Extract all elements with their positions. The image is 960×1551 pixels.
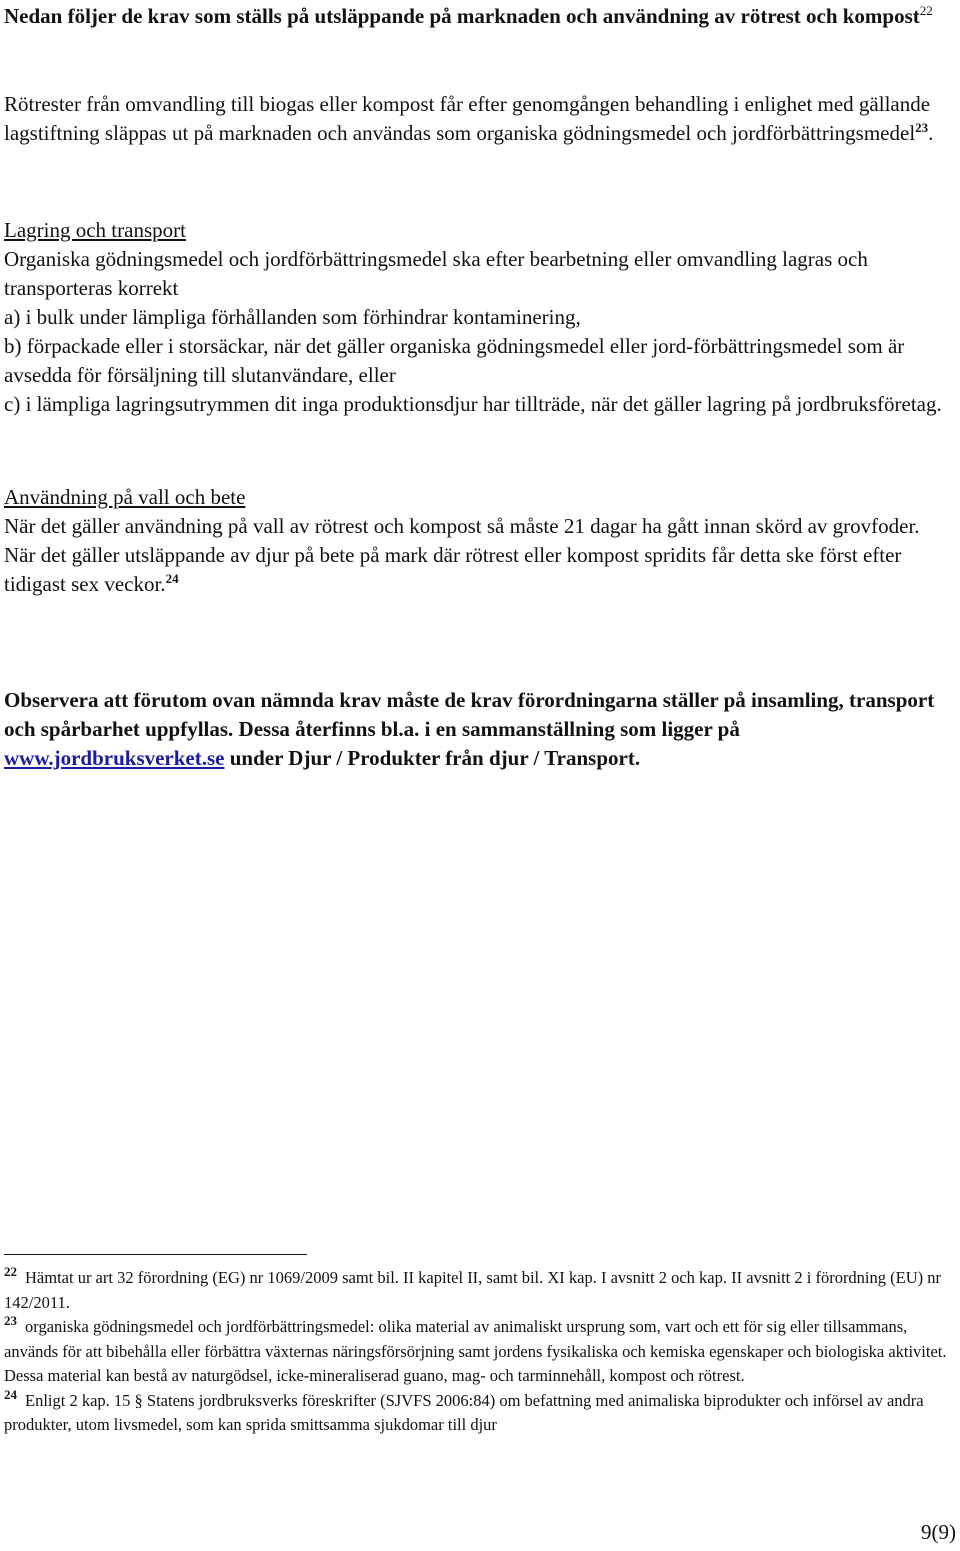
section-heading xyxy=(4,2,954,31)
storage-item-a: a) i bulk under lämpliga förhållanden som förhindrar kontaminering, xyxy=(4,305,581,329)
observation-note xyxy=(4,686,954,773)
note-text-after: under Djur / Produkter från djur / Transport. xyxy=(224,746,641,770)
usage-text-block xyxy=(4,512,954,599)
page-number: 9(9) xyxy=(921,1520,956,1544)
footnotes xyxy=(4,1266,948,1438)
usage-text: När det gäller användning på vall av rötrest och kompost så måste 21 dagar ha gått innan skörd av grovfoder. När det gäller utsläppande av djur på bete på mark där rötrest eller kompost spridits får detta ske först efter tidigast sex veckor. xyxy=(4,514,920,596)
storage-title: Lagring och transport xyxy=(4,218,186,242)
jordbruksverket-link[interactable]: www.jordbruksverket.se xyxy=(4,746,225,770)
storage-line: Organiska gödningsmedel och jordförbättringsmedel ska efter bearbetning eller omvandling lagras och transporteras korrekt xyxy=(4,247,868,300)
footnote-23 xyxy=(4,1315,948,1389)
intro-text: Rötrester från omvandling till biogas eller kompost får efter genomgången behandling i enlighet med gällande lagstiftning släppas ut på marknaden och användas som organiska gödningsmedel och jordförbättringsmedel xyxy=(4,92,931,145)
footnote-ref-24[interactable]: 24 xyxy=(165,571,179,586)
footnote-24 xyxy=(4,1386,948,1438)
footnote-number: 24 xyxy=(4,1386,17,1402)
storage-item-b: b) förpackade eller i storsäckar, när det gäller organiska gödningsmedel eller jord-förbättringsmedel som är avsedda för försäljning till slutanvändare, eller xyxy=(4,334,905,387)
intro-trailing: . xyxy=(928,121,934,145)
footnote-separator xyxy=(4,1254,307,1255)
footnote-text: Enligt 2 kap. 15 § Statens jordbruksverks föreskrifter (SJVFS 2006:84) om befattning med animaliska biprodukter och införsel av andra produkter, utom livsmedel, som kan sprida smittsamma sjukdomar till djur xyxy=(4,1390,924,1434)
footnote-ref-22[interactable]: 22 xyxy=(919,3,933,18)
intro-paragraph xyxy=(4,90,954,148)
storage-item-c: c) i lämpliga lagringsutrymmen dit inga produktionsdjur har tillträde, när det gäller lagring på jordbruksföretag. xyxy=(4,392,942,416)
footnote-ref-23[interactable]: 23 xyxy=(915,120,929,135)
footnote-text: organiska gödningsmedel och jordförbättringsmedel: olika material av animaliskt ursprung som, vart och ett för sig eller tillsammans, används för att bibehålla eller förbättra växternas näringsförsörjning samt jordens fysikaliska och kemiska egenskaper och biologiska aktivitet. Dessa material kan bestå av naturgödsel, icke-mineraliserad guano, mag- och tarminnehåll, kompost och rötrest. xyxy=(4,1317,947,1385)
storage-section xyxy=(4,216,954,419)
footnote-number: 22 xyxy=(4,1264,17,1279)
note-text-before: Observera att förutom ovan nämnda krav måste de krav förordningarna ställer på insamling, transport och spårbarhet uppfyllas. Dessa återfinns bl.a. i en sammanställning som ligger på xyxy=(4,688,935,741)
usage-title: Användning på vall och bete xyxy=(4,485,246,509)
footnote-22 xyxy=(4,1266,948,1315)
usage-section xyxy=(4,483,954,599)
footnote-number: 23 xyxy=(4,1313,17,1328)
footnote-text: Hämtat ur art 32 förordning (EG) nr 1069/2009 samt bil. II kapitel II, samt bil. XI kap. I avsnitt 2 och kap. II avsnitt 2 i förordning (EU) nr 142/2011. xyxy=(4,1268,941,1312)
heading-text: Nedan följer de krav som ställs på utsläppande på marknaden och användning av rötrest och kompost xyxy=(4,4,920,28)
